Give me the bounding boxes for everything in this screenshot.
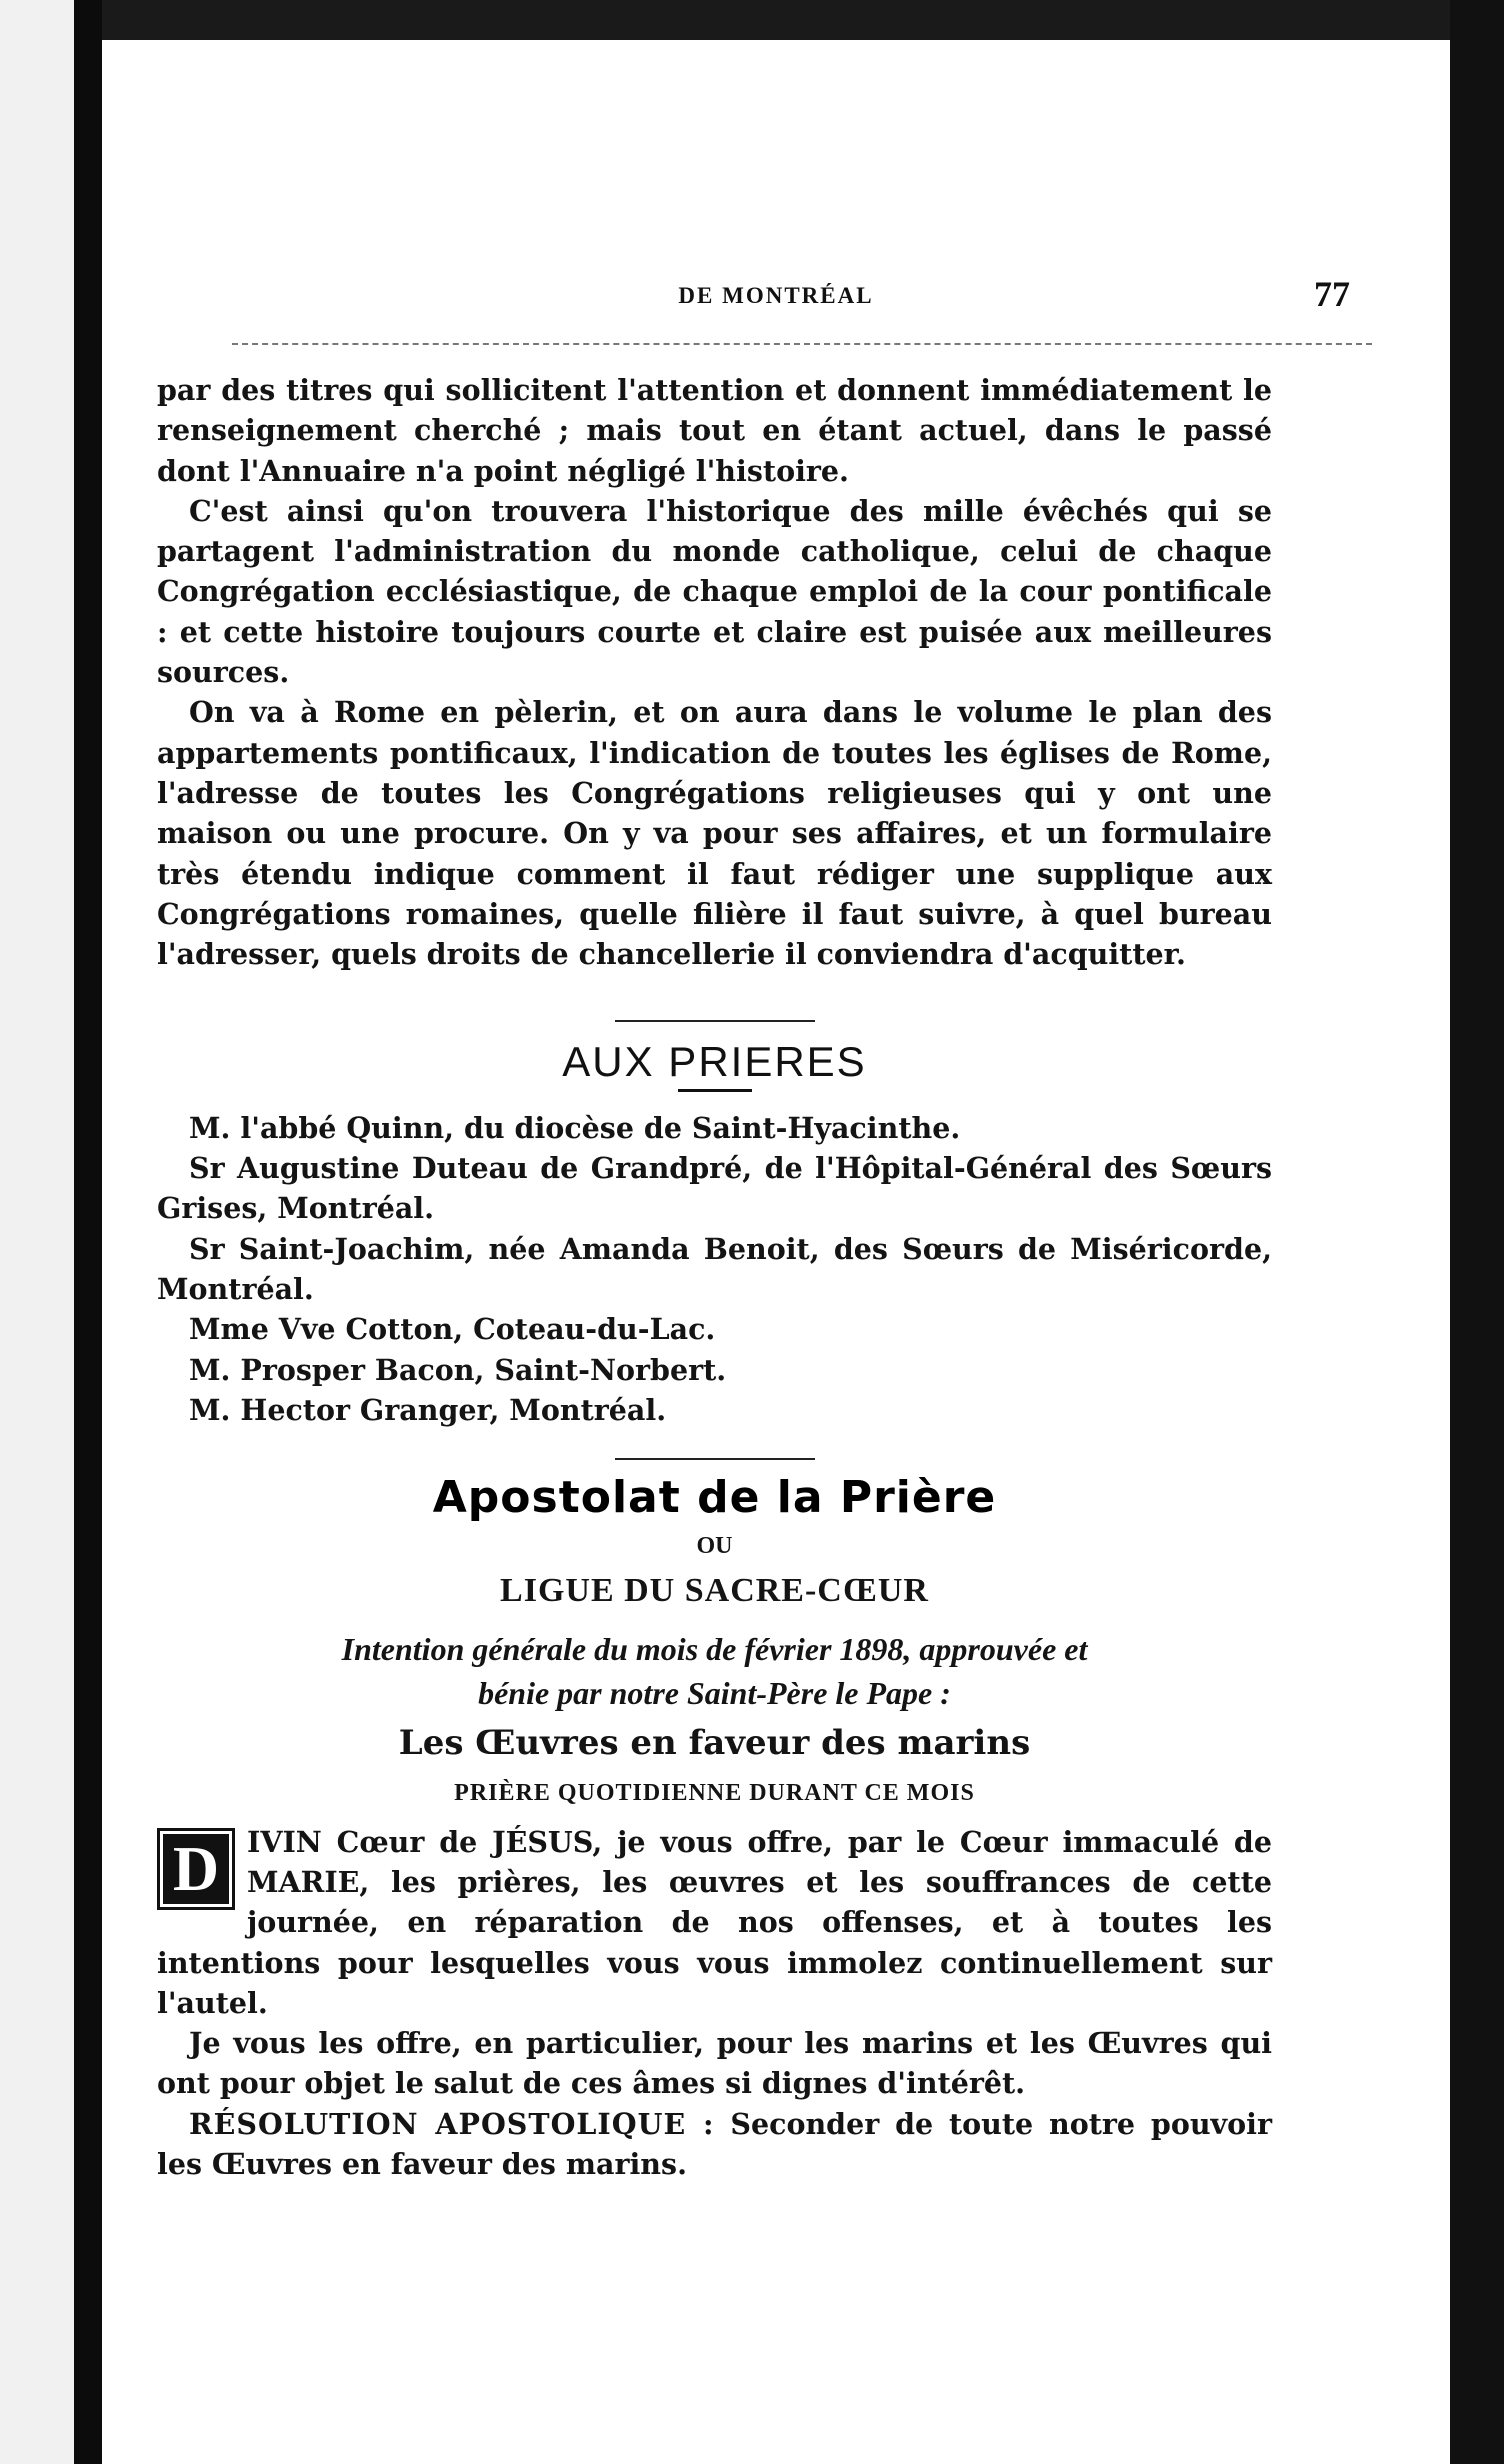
page-content [157, 370, 1272, 2184]
resolution-label: RÉSOLUTION APOSTOLIQUE : [189, 2106, 715, 2141]
resolution-paragraph [157, 2104, 1272, 2185]
intention-line: Intention générale du mois de février 1898, approuvée et [341, 1631, 1088, 1668]
priere-heading: PRIÈRE QUOTIDIENNE DURANT CE MOIS [454, 1780, 975, 1807]
intention-text [157, 1627, 1272, 1715]
aux-prieres-title: AUX PRIERES [562, 1038, 867, 1086]
running-head [102, 245, 1450, 314]
second-paragraph: Je vous les offre, en particulier, pour les marins et les Œuvres qui ont pour objet le salut de ces âmes si dignes d'intérêt. [157, 2026, 1272, 2101]
resolution-text: Seconder de toute notre pouvoir les Œuvres en faveur des marins. [157, 2106, 1272, 2181]
header-rule [232, 343, 1372, 345]
apostolat-ou: OU [696, 1533, 733, 1560]
title-underline [678, 1089, 752, 1092]
intro-paragraph: par des titres qui sollicitent l'attention et donnent immédiatement le renseignement cherché ; mais tout en étant actuel, dans le passé dont l'Annuaire n'a point négligé l'histoire. [157, 373, 1272, 488]
prayer-list-item: Mme Vve Cotton, Coteau-du-Lac. [189, 1312, 716, 1347]
prayer-list-item: Sr Saint-Joachim, née Amanda Benoit, des Sœurs de Miséricorde, Montréal. [157, 1231, 1272, 1306]
intention-theme: Les Œuvres en faveur des marins [398, 1723, 1031, 1764]
apostolat-title: Apostolat de la Prière [432, 1472, 997, 1524]
prayer-text: IVIN Cœur de JÉSUS, je vous offre, par le Cœur immaculé de MARIE, les prières, les œuvres et les souffrances de cette journée, en réparation de nos offenses, et à toutes les intentions pour lesquelles vous vous immolez continuellement sur l'autel. [157, 1824, 1272, 2020]
running-head-title: DE MONTRÉAL [678, 283, 874, 308]
intro-paragraph: On va à Rome en pèlerin, et on aura dans le volume le plan des appartements pontificaux, l'indication de toutes les églises de Rome, l'adresse de toutes les Congrégations religieuses qui y ont une maison ou une procure. On y va pour ses affaires, et un formulaire très étendu indique comment il faut rédiger une supplique aux Congrégations romaines, quelle filière il faut suivre, à quel bureau l'adresser, quels droits de chancellerie il conviendra d'acquitter. [157, 695, 1272, 972]
intro-paragraph: C'est ainsi qu'on trouvera l'historique des mille évêchés qui se partagent l'administration du monde catholique, celui de chaque Congrégation ecclésiastique, de chaque emploi de la cour pontificale : et cette histoire toujours courte et claire est puisée aux meilleures sources. [157, 493, 1272, 690]
page-number: 77 [1314, 274, 1350, 314]
section-divider [615, 1020, 815, 1022]
section-divider [615, 1458, 815, 1460]
book-page [102, 40, 1450, 2464]
apostolat-subtitle: LIGUE DU SACRE-CŒUR [500, 1571, 929, 1609]
prayer-list-item: M. l'abbé Quinn, du diocèse de Saint-Hyacinthe. [189, 1110, 961, 1145]
prayer-paragraph [157, 1822, 1272, 2023]
book-spine [74, 0, 102, 2464]
prayer-list-item: M. Prosper Bacon, Saint-Norbert. [189, 1352, 727, 1387]
scan-border [1450, 0, 1504, 2464]
intention-line: bénie par notre Saint-Père le Pape : [478, 1675, 951, 1712]
previous-page-edge [0, 0, 74, 2464]
prayer-list-item: Sr Augustine Duteau de Grandpré, de l'Hôpital-Général des Sœurs Grises, Montréal. [157, 1151, 1272, 1226]
prayer-list-item: M. Hector Granger, Montréal. [189, 1392, 667, 1427]
ornamental-dropcap: D [157, 1828, 235, 1910]
